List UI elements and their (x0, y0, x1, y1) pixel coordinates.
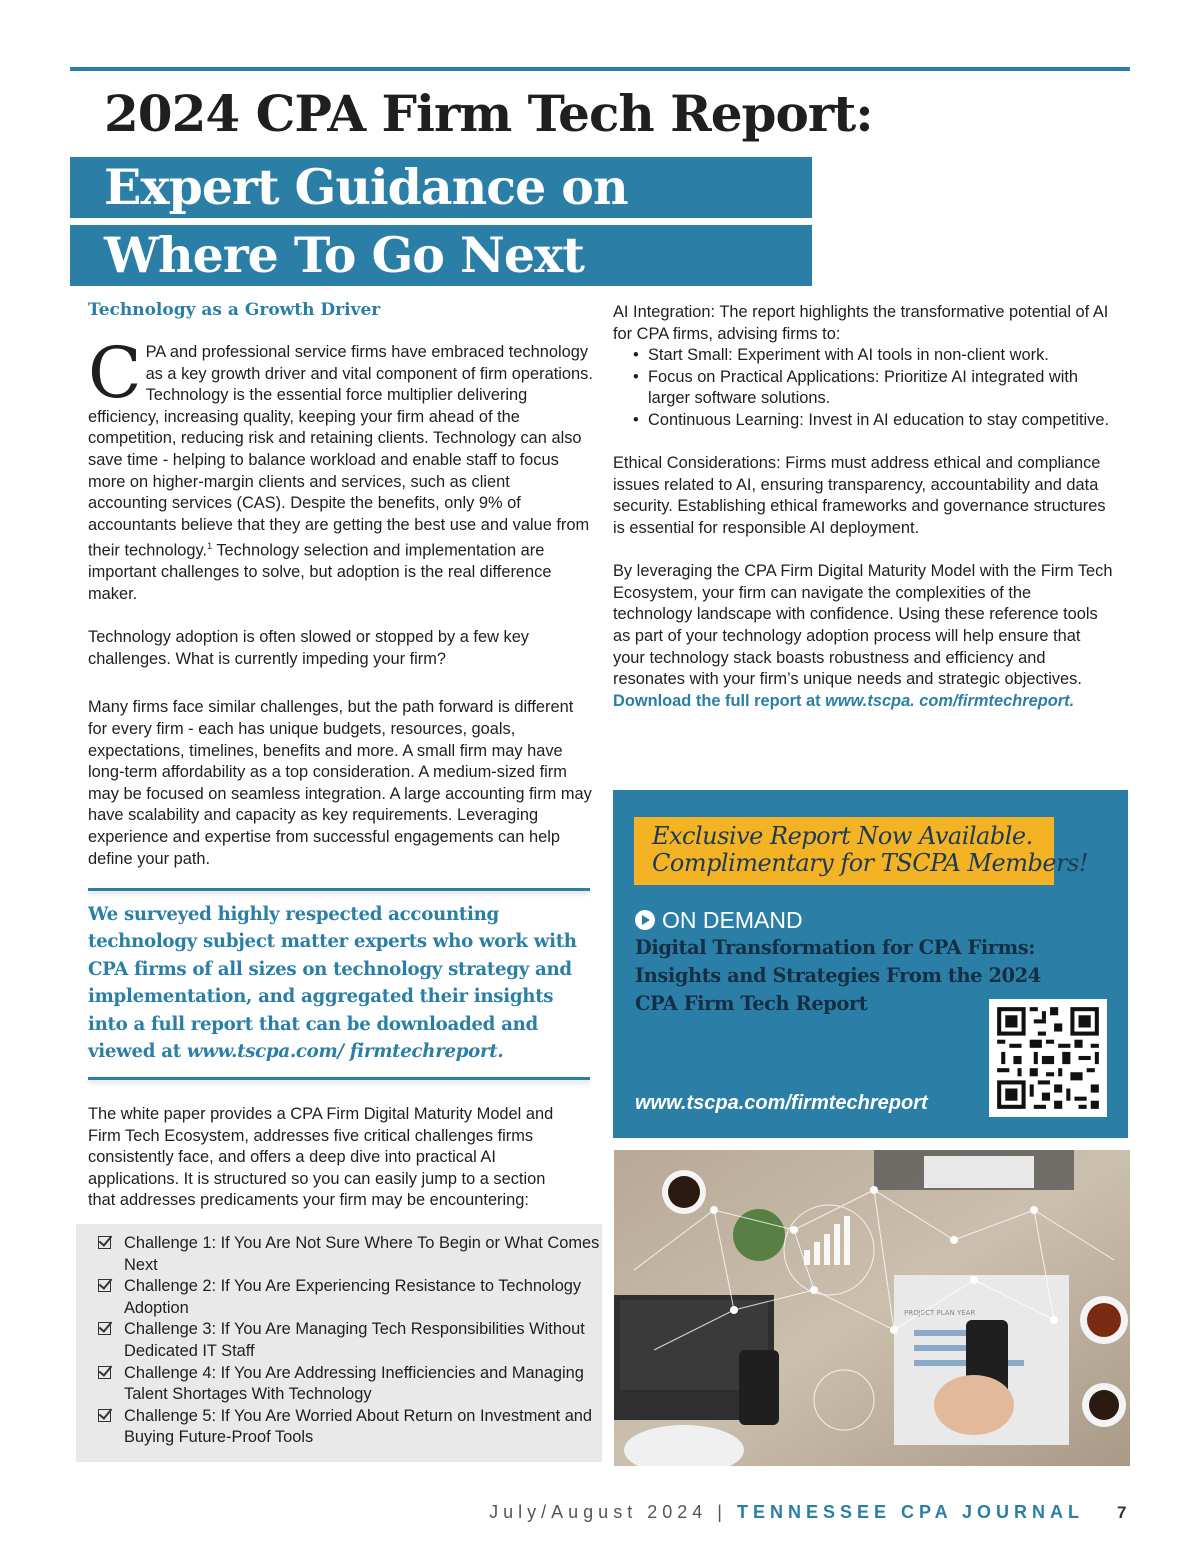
subtitle-line-1: Expert Guidance on (104, 158, 628, 216)
top-rule (70, 67, 1130, 71)
paragraph-3: Many firms face similar challenges, but the path forward is different for every firm - each has unique budgets, resources, goals, expectations, timelines, benefits and more. A small firm may have long-term affordability as a top consideration. A medium-sized firm may be focused on seamless integration. A large accounting firm may have scalability and capacity as key requirements. Leveraging experience and expertise from successful engagements can help define your path. (88, 698, 592, 868)
challenge-list-box (76, 1224, 602, 1462)
challenge-label: Challenge 5: If You Are Worried About Return on Investment and Buying Future-Proof Tools (124, 1406, 593, 1447)
download-link[interactable] (613, 692, 1074, 710)
closing-text: By leveraging the CPA Firm Digital Maturity Model with the Firm Tech Ecosystem, your firm can navigate the complexities of the technology landscape with confidence. Using these reference tools as part of your technology adoption process will help ensure that your technology stack boasts robustness and efficiency and resonates with your firm’s unique needs and strategic objectives. (613, 562, 1113, 689)
download-url: www.tscpa. com/firmtechreport. (825, 691, 1075, 710)
challenge-item (98, 1233, 602, 1276)
office-desk-photo (614, 1150, 1130, 1466)
drop-cap: C (88, 332, 142, 414)
pull-quote-bottom-rule (88, 1077, 590, 1080)
pull-quote (88, 888, 590, 1080)
checkbox-checked-icon (98, 1322, 111, 1335)
qr-code-icon[interactable] (989, 999, 1107, 1117)
paragraph-4: The white paper provides a CPA Firm Digital Maturity Model and Firm Tech Ecosystem, addresses five critical challenges firms consistently face, and offers a deep dive into practical AI applications. It is structured so you can easily jump to a section that addresses predicaments your firm may be encountering: (88, 1105, 554, 1210)
ai-bullet-list (613, 345, 1113, 431)
ai-integration-paragraph (613, 302, 1113, 345)
issue-date: July/August 2024 (489, 1502, 708, 1522)
banner-line-1: Exclusive Report Now Available. (652, 822, 1033, 850)
right-column (613, 302, 1113, 712)
promo-banner (634, 817, 1089, 885)
closing-paragraph (613, 561, 1113, 712)
footnote-mark: 1 (207, 541, 213, 552)
bullet-item: • Continuous Learning: Invest in AI education to stay competitive. (633, 410, 1113, 432)
ethics-label: Ethical Considerations: (613, 454, 781, 473)
challenge-item (98, 1406, 602, 1449)
journal-name: TENNESSEE CPA JOURNAL (736, 1502, 1084, 1522)
ethics-paragraph (613, 453, 1113, 539)
checkbox-checked-icon (98, 1279, 111, 1292)
promo-box (613, 790, 1128, 1138)
pull-quote-body: We surveyed highly respected accounting technology subject matter experts who work with CPA firms of all sizes on technology strategy and implementation, and aggregated their insights into a full report that can be downloaded and viewed at (88, 904, 577, 1063)
challenge-item (98, 1319, 602, 1362)
promo-banner-text (634, 817, 1089, 877)
pull-quote-text (88, 901, 590, 1065)
pull-quote-top-rule (88, 888, 590, 891)
challenge-label: Challenge 1: If You Are Not Sure Where To Begin or What Comes Next (124, 1234, 600, 1274)
ai-integration-label: AI Integration: (613, 303, 716, 321)
challenge-label: Challenge 2: If You Are Experiencing Resistance to Technology Adoption (124, 1277, 582, 1317)
subtitle-bar-1 (70, 157, 812, 218)
pull-quote-link[interactable]: www.tscpa.com/ firmtechreport. (186, 1041, 504, 1063)
subtitle-line-2: Where To Go Next (104, 226, 584, 284)
intro-text-end: Technology selection and implementation are important challenges to solve, but adoption is the real difference maker. (88, 541, 552, 603)
challenge-label: Challenge 4: If You Are Addressing Inefficiencies and Managing Talent Shortages With Technology (124, 1363, 584, 1404)
challenge-list (76, 1224, 602, 1449)
download-label: Download the full report at (613, 691, 826, 710)
ethics-text: Firms must address ethical and compliance issues related to AI, ensuring transparency, accountability and data security. Establishing ethical frameworks and governance structures is essential for responsible AI deployment. (613, 454, 1106, 537)
intro-text: PA and professional service firms have embraced technology as a key growth driver and vital component of firm operations. Technology is the essential force multiplier delivering efficiency, increasing quality, keeping your firm ahead of the competition, reducing risk and retaining clients. Technology can also save time - helping to balance workload and enable staff to focus more on higher-margin clients and services, such as client accounting services (CAS). Despite the benefits, only 9% of accountants believe that they are getting the best use and value from their technology. (88, 343, 593, 560)
challenge-label: Challenge 3: If You Are Managing Tech Responsibilities Without Dedicated IT Staff (124, 1320, 585, 1360)
paragraph-2: Technology adoption is often slowed or stopped by a few key challenges. What is currently impeding your firm? (88, 628, 530, 668)
page-title: 2024 CPA Firm Tech Report: (104, 84, 873, 143)
page-footer (489, 1502, 1084, 1523)
promo-title: Digital Transformation for CPA Firms: Insights and Strategies From the 2024 CPA Firm Tech Report (635, 936, 1041, 1015)
section-heading: Technology as a Growth Driver (88, 300, 381, 320)
subtitle-bar-2 (70, 225, 812, 286)
banner-line-2: Complimentary for TSCPA Members! (652, 849, 1089, 877)
left-column (88, 300, 593, 870)
checkbox-checked-icon (98, 1409, 111, 1422)
challenge-item (98, 1363, 602, 1406)
footer-separator: | (717, 1502, 727, 1522)
challenge-item (98, 1276, 602, 1319)
clipboard-text: PROJECT PLAN YEAR (904, 1309, 976, 1317)
on-demand-text: ON DEMAND (662, 907, 803, 933)
play-icon (635, 910, 655, 930)
page-number: 7 (1117, 1503, 1127, 1522)
checkbox-checked-icon (98, 1366, 111, 1379)
on-demand-label (635, 907, 803, 934)
bullet-item: • Start Small: Experiment with AI tools in non-client work. (633, 345, 1113, 367)
checkbox-checked-icon (98, 1236, 111, 1249)
intro-paragraph (88, 332, 593, 606)
promo-url-link[interactable]: www.tscpa.com/firmtechreport (635, 1092, 928, 1114)
bullet-item: • Focus on Practical Applications: Prioritize AI integrated with larger software solutions. (633, 367, 1113, 410)
ai-integration-text: The report highlights the transformative potential of AI for CPA firms, advising firms to: (613, 303, 1109, 343)
